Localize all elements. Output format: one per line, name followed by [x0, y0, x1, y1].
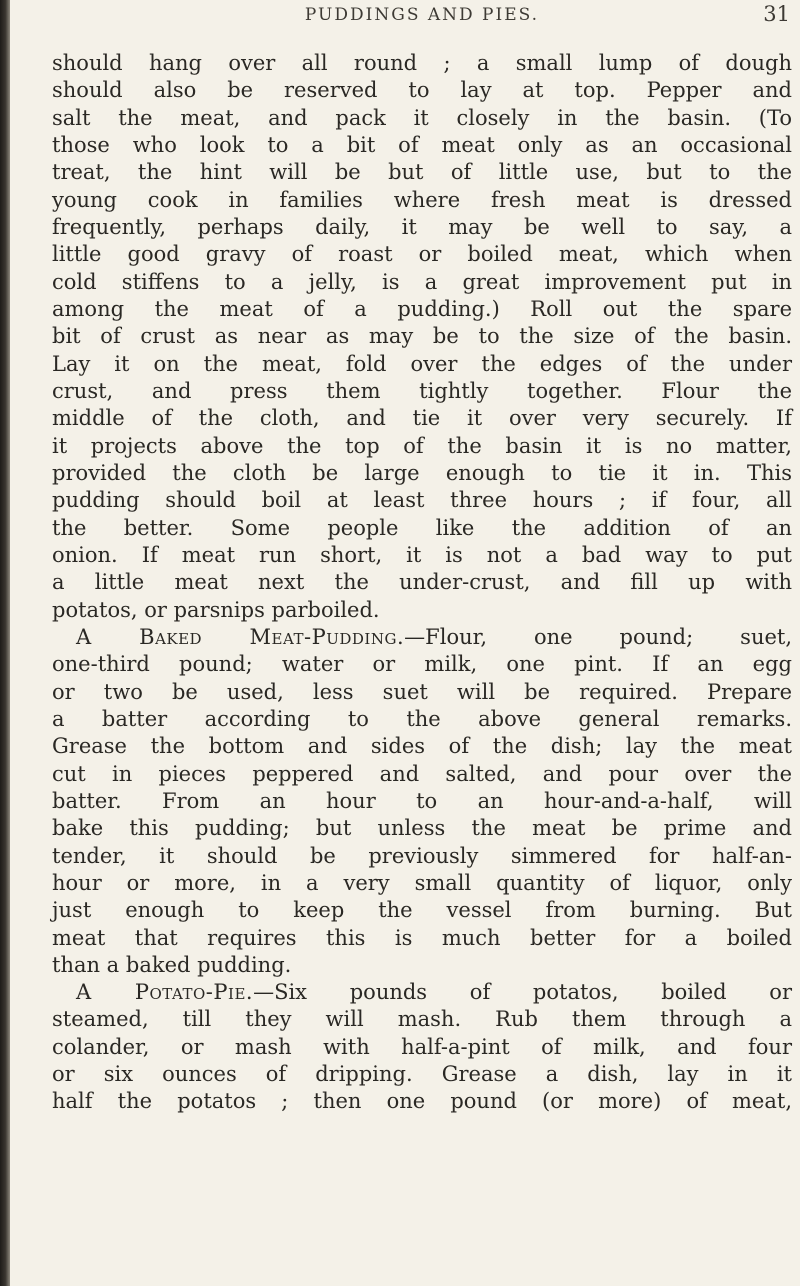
- text-line: [52, 269, 792, 296]
- book-page: [52, 0, 792, 1116]
- line-text: Lay it on the meat, fold over the edges of the under: [52, 351, 792, 376]
- text-line: [52, 351, 792, 378]
- text-line: [52, 542, 792, 569]
- line-text: —Six pounds of potatos, boiled or: [253, 980, 792, 1005]
- line-text: half the potatos ; then one pound (or more) of meat,: [52, 1089, 792, 1114]
- text-line: [52, 788, 792, 815]
- line-text: should also be reserved to lay at top. Pepper and: [52, 78, 792, 103]
- line-text: those who look to a bit of meat only as an occasional: [52, 132, 792, 157]
- text-line: [52, 843, 792, 870]
- line-text: it projects above the top of the basin it is no matter,: [52, 433, 792, 458]
- line-text: provided the cloth be large enough to tie it in. This: [52, 460, 792, 485]
- line-text: the better. Some people like the addition of an: [52, 515, 792, 540]
- text-line: [52, 433, 792, 460]
- text-line: [52, 569, 792, 596]
- line-text: batter. From an hour to an hour-and-a-half, will: [52, 788, 792, 813]
- line-text: colander, or mash with half-a-pint of milk, and four: [52, 1034, 792, 1059]
- line-text: a little meat next the under-crust, and fill up with: [52, 570, 792, 595]
- line-text: a batter according to the above general remarks.: [52, 706, 792, 731]
- text-line: [52, 296, 792, 323]
- text-line: [52, 815, 792, 842]
- text-line: [52, 50, 792, 77]
- line-text: should hang over all round ; a small lump of dough: [52, 51, 792, 75]
- running-header: [52, 0, 792, 50]
- running-header-title: PUDDINGS AND PIES.: [304, 5, 540, 25]
- line-text: bake this pudding; but unless the meat be prime and: [52, 816, 792, 841]
- recipe-title-line: [52, 979, 792, 1006]
- book-spine-shadow: [0, 0, 10, 1286]
- line-text: cut in pieces peppered and salted, and pour over the: [52, 761, 792, 786]
- line-text: tender, it should be previously simmered for half-an-: [52, 843, 792, 868]
- line-text: Grease the bottom and sides of the dish; lay the meat: [52, 734, 792, 759]
- text-line: [52, 651, 792, 678]
- text-line: [52, 597, 792, 624]
- line-text: bit of crust as near as may be to the size of the basin.: [52, 324, 792, 349]
- text-line: [52, 679, 792, 706]
- text-line: [52, 241, 792, 268]
- line-text: middle of the cloth, and tie it over very securely. If: [52, 406, 792, 431]
- line-text: salt the meat, and pack it closely in the basin. (To: [52, 105, 792, 130]
- line-text: than a baked pudding.: [52, 952, 292, 977]
- line-text: just enough to keep the vessel from burning. But: [52, 898, 792, 923]
- line-text: potatos, or parsnips parboiled.: [52, 597, 380, 622]
- line-text: among the meat of a pudding.) Roll out the spare: [52, 296, 792, 321]
- text-line: [52, 378, 792, 405]
- text-line: [52, 187, 792, 214]
- text-line: [52, 515, 792, 542]
- line-text: treat, the hint will be but of little use, but to the: [52, 160, 792, 185]
- text-line: [52, 1034, 792, 1061]
- line-text: —Flour, one pound; suet,: [404, 624, 793, 649]
- text-line: [52, 77, 792, 104]
- line-text: meat that requires this is much better for a boiled: [52, 925, 792, 950]
- text-line: [52, 460, 792, 487]
- recipe-heading: A Potato-Pie.: [76, 980, 254, 1005]
- line-text: onion. If meat run short, it is not a bad way to put: [52, 542, 792, 567]
- line-text: steamed, till they will mash. Rub them through a: [52, 1007, 792, 1032]
- line-text: little good gravy of roast or boiled meat, which when: [52, 242, 792, 267]
- text-line: [52, 761, 792, 788]
- text-line: [52, 1088, 792, 1115]
- text-line: [52, 105, 792, 132]
- line-text: frequently, perhaps daily, it may be well to say, a: [52, 214, 792, 239]
- line-text: young cook in families where fresh meat is dressed: [52, 187, 792, 212]
- line-text: or six ounces of dripping. Grease a dish, lay in it: [52, 1062, 792, 1087]
- text-line: [52, 925, 792, 952]
- line-text: or two be used, less suet will be required. Prepare: [52, 679, 792, 704]
- page-number: 31: [763, 2, 790, 26]
- text-line: [52, 952, 792, 979]
- text-line: [52, 132, 792, 159]
- line-text: hour or more, in a very small quantity of liquor, only: [52, 870, 792, 895]
- line-text: cold stiffens to a jelly, is a great improvement put in: [52, 269, 792, 294]
- text-line: [52, 323, 792, 350]
- text-line: [52, 214, 792, 241]
- body-text: [52, 50, 792, 1116]
- line-text: crust, and press them tightly together. Flour the: [52, 378, 792, 403]
- text-line: [52, 487, 792, 514]
- line-text: one-third pound; water or milk, one pint. If an egg: [52, 652, 792, 677]
- text-line: [52, 159, 792, 186]
- recipe-heading: A Baked Meat-Pudding.: [76, 624, 405, 649]
- text-line: [52, 733, 792, 760]
- text-line: [52, 1006, 792, 1033]
- text-line: [52, 405, 792, 432]
- line-text: pudding should boil at least three hours ; if four, all: [52, 488, 792, 513]
- text-line: [52, 706, 792, 733]
- text-line: [52, 870, 792, 897]
- text-line: [52, 1061, 792, 1088]
- text-line: [52, 897, 792, 924]
- recipe-title-line: [52, 624, 792, 651]
